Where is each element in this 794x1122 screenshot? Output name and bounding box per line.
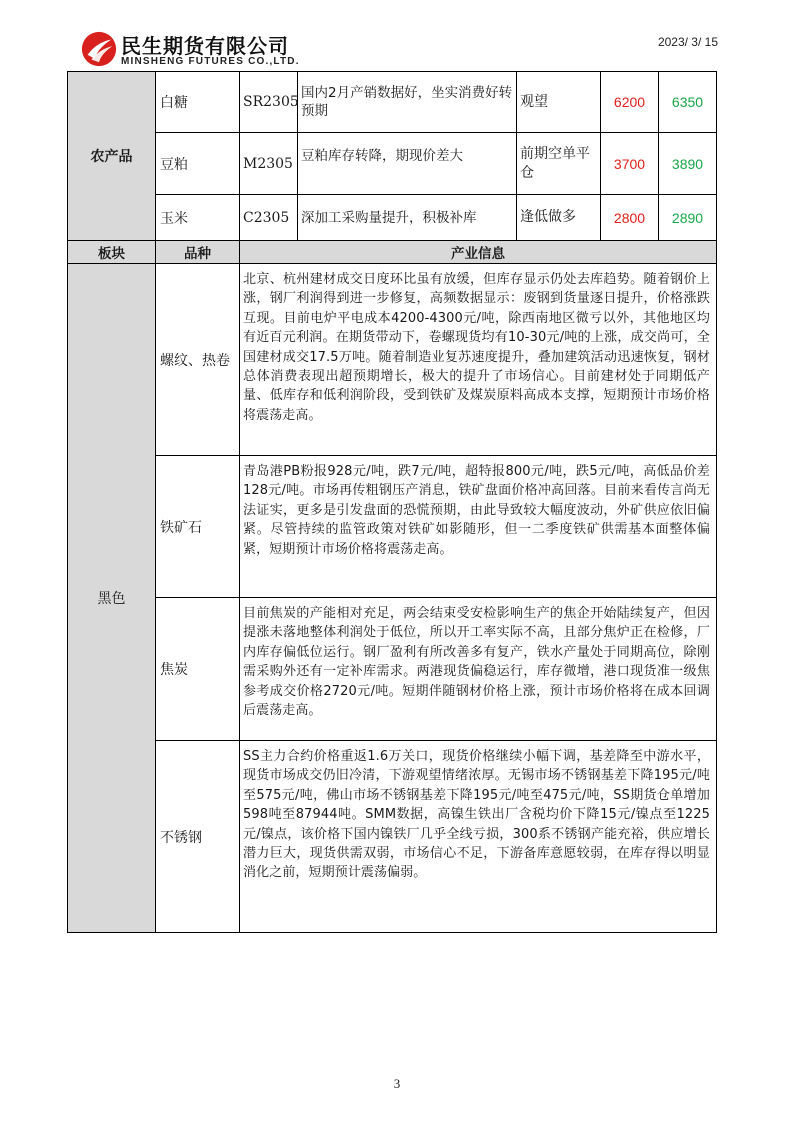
page-number: 3 (393, 1076, 401, 1091)
variety-name: 焦炭 (156, 598, 240, 741)
table-row (68, 264, 717, 456)
strategy-table (67, 71, 717, 933)
trade-view: 逢低做多 (517, 195, 601, 241)
report-date: 2023/ 3/ 15 (657, 35, 718, 49)
range-high: 3890 (659, 133, 717, 195)
company-name-cn: 民生期货有限公司 (121, 34, 289, 58)
industry-text: 目前焦炭的产能相对充足，两会结束受安检影响生产的焦企开始陆续复产，但因提涨未落地整体利润处于低位，所以开工率实际不高，且部分焦炉正在检修，厂内库存偏低位运行。钢厂盈利有所改善多有复产，铁水产量处于同期高位，除刚需采购外还有一定补库需求。两港现货偏稳运行，库存微增，港口现货准一级焦参考成交价格2720元/吨。短期伴随钢材价格上涨，预计市场价格将在成本回调后震荡走高。 (240, 598, 717, 741)
header-industry-info: 产业信息 (240, 241, 717, 264)
company-name-en: MINSHENG FUTURES CO.,LTD. (121, 56, 300, 67)
category-black: 黑色 (68, 264, 156, 933)
table-row (68, 195, 717, 241)
industry-text: 青岛港PB粉报928元/吨，跌7元/吨，超特报800元/吨，跌5元/吨，高低品价差128元/吨。市场再传粗钢压产消息，铁矿盘面价格冲高回落。目前来看传言尚无法证实，更多是引发盘面的恐慌预期，由此导致较大幅度波动，外矿供应依旧偏紧。尽管持续的监管政策对铁矿如影随形，但一二季度铁矿供需基本面整体偏紧，短期预计市场价格将震荡走高。 (240, 456, 717, 598)
industry-text: 北京、杭州建材成交日度环比虽有放缓，但库存显示仍处去库趋势。随着钢价上涨，钢厂利润得到进一步修复，高频数据显示：废钢到货量逐日提升，价格涨跌互现。目前电炉平电成本4200-4300元/吨，除西南地区微亏以外，其他地区均有近百元利润。在期货带动下，卷螺现货均有10-30元/吨的上涨，成交尚可，全国建材成交17.5万吨。随着制造业复苏速度提升，叠加建筑活动迅速恢复，钢材总体消费表现出超预期增长，极大的提升了市场信心。目前建材处于同期低产量、低库存和低利润阶段，受到铁矿及煤炭原料高成本支撑，短期预计市场价格将震荡走高。 (240, 264, 717, 456)
trade-view: 观望 (517, 72, 601, 133)
table-row (68, 741, 717, 933)
summary-text: 国内2月产销数据好，坐实消费好转预期 (298, 72, 517, 133)
header-sector: 板块 (68, 241, 156, 264)
summary-text: 豆粕库存转降，期现价差大 (298, 133, 517, 195)
trade-view: 前期空单平仓 (517, 133, 601, 195)
table-row (68, 133, 717, 195)
variety-name: 豆粕 (156, 133, 240, 195)
table-row (68, 72, 717, 133)
variety-name: 白糖 (156, 72, 240, 133)
range-high: 6350 (659, 72, 717, 133)
table-row (68, 456, 717, 598)
range-low: 2800 (601, 195, 659, 241)
range-low: 6200 (601, 72, 659, 133)
contract-code: C2305 (240, 195, 298, 241)
variety-name: 铁矿石 (156, 456, 240, 598)
page-header (0, 0, 794, 72)
variety-name: 螺纹、热卷 (156, 264, 240, 456)
minsheng-logo-icon (80, 30, 118, 68)
summary-text: 深加工采购量提升，积极补库 (298, 195, 517, 241)
table-row (68, 598, 717, 741)
table-header-row (68, 241, 717, 264)
header-variety: 品种 (156, 241, 240, 264)
contract-code: M2305 (240, 133, 298, 195)
contract-code: SR2305 (240, 72, 298, 133)
variety-name: 玉米 (156, 195, 240, 241)
range-high: 2890 (659, 195, 717, 241)
industry-text: SS主力合约价格重返1.6万关口，现货价格继续小幅下调，基差降至中游水平，现货市场成交仍旧冷清，下游观望情绪浓厚。无锡市场不锈钢基差下降195元/吨至575元/吨，佛山市场不锈钢基差下降195元/吨至475元/吨，SS期货仓单增加598吨至87944吨。SMM数据，高镍生铁出厂含税均价下降15元/镍点至1225元/镍点，该价格下国内镍铁厂几乎全线亏损，300系不锈钢产能充裕，供应增长潜力巨大，现货供需双弱，市场信心不足，下游备库意愿较弱，在库存得以明显消化之前，短期预计震荡偏弱。 (240, 741, 717, 933)
category-agri: 农产品 (68, 72, 156, 241)
range-low: 3700 (601, 133, 659, 195)
variety-name: 不锈钢 (156, 741, 240, 933)
